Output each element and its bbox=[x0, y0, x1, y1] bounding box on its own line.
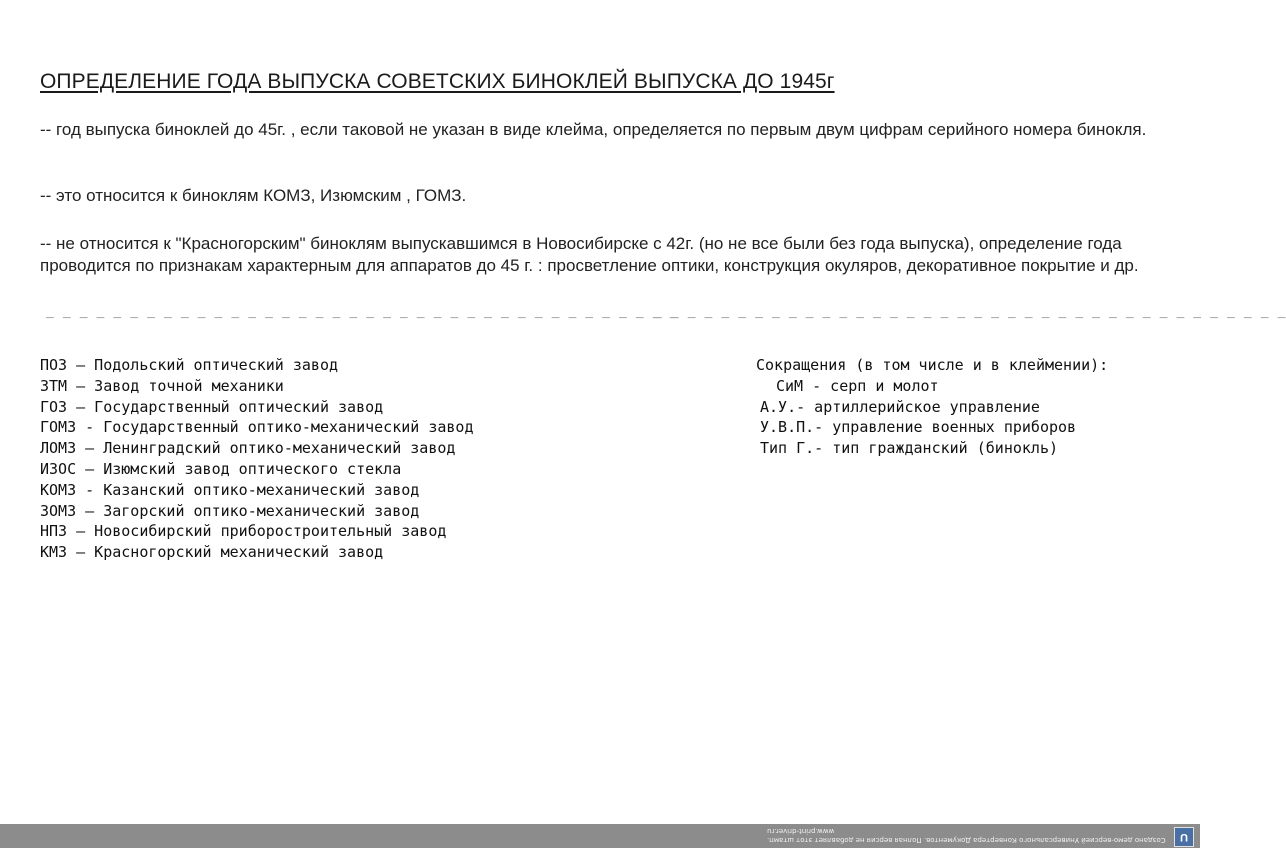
abbreviation-item: У.В.П.- управление военных приборов bbox=[760, 418, 1077, 437]
factory-item: КОМЗ - Казанский оптико-механический завод bbox=[40, 480, 420, 499]
factory-item: КМЗ – Красногорский механический завод bbox=[40, 543, 384, 562]
abbreviations-heading: Сокращения (в том числе и в клеймении): bbox=[756, 356, 1109, 374]
factory-item: ЗТМ – Завод точной механики bbox=[40, 376, 284, 395]
abbreviation-item: СиМ - серп и молот bbox=[776, 376, 939, 395]
factory-item: НПЗ – Новосибирский приборостроительный завод bbox=[40, 522, 447, 541]
factory-item: ПОЗ – Подольский оптический завод bbox=[40, 356, 339, 374]
footer-stamp bbox=[767, 826, 1166, 844]
converter-logo-icon: U bbox=[1174, 827, 1194, 847]
abbreviation-item: Тип Г.- тип гражданский (бинокль) bbox=[760, 439, 1059, 458]
abbreviation-list bbox=[756, 355, 1108, 459]
footer-stamp-line2: www.print-driver.ru bbox=[767, 827, 835, 835]
abbreviation-item: А.У.- артиллерийское управление bbox=[760, 397, 1040, 416]
separator-left: _ _ _ _ _ _ _ _ _ _ _ _ _ _ _ _ _ _ _ _ _ _ _ _ _ _ _ _ _ _ _ _ _ _ _ _ _ _ bbox=[46, 304, 678, 319]
factory-item: ГОЗ – Государственный оптический завод bbox=[40, 397, 384, 416]
factory-item: ИЗОС – Изюмский завод оптического стекла bbox=[40, 459, 402, 478]
page-title: ОПРЕДЕЛЕНИЕ ГОДА ВЫПУСКА СОВЕТСКИХ БИНОКЛЕЙ ВЫПУСКА ДО 1945г bbox=[40, 70, 835, 93]
factory-list bbox=[40, 355, 473, 563]
paragraph-applies-to: -- это относится к биноклям КОМЗ, Изюмским , ГОМЗ. bbox=[40, 186, 467, 205]
paragraph-serial-rule: -- год выпуска биноклей до 45г. , если таковой не указан в виде клейма, определяется по первым двум цифрам серийного номера бинокля. bbox=[40, 120, 1147, 139]
factory-item: ЛОМЗ – Ленинградский оптико-механический завод bbox=[40, 439, 456, 458]
separator-right: _ _ _ _ _ _ _ _ _ _ _ _ _ _ _ _ _ _ _ _ _ _ _ _ _ _ _ _ _ _ _ _ _ _ _ _ _ _ bbox=[654, 304, 1286, 319]
footer-bar bbox=[0, 824, 1200, 848]
footer-stamp-line1: Создано демо-версией Универсального Конвертера Документов. Полная версия не добавляет этот штамп. bbox=[767, 836, 1166, 844]
factory-item: ЗОМЗ – Загорский оптико-механический завод bbox=[40, 501, 420, 520]
paragraph-exceptions: -- не относится к "Красногорским" биноклям выпускавшимся в Новосибирске с 42г. (но не все были без года выпуска), определение года проводится по признакам характерным для аппаратов до 45 г. : просветление оптики, конструкция окуляров, декоративное покрытие и др. bbox=[40, 234, 1139, 275]
factory-item: ГОМЗ - Государственный оптико-механический завод bbox=[40, 418, 474, 437]
